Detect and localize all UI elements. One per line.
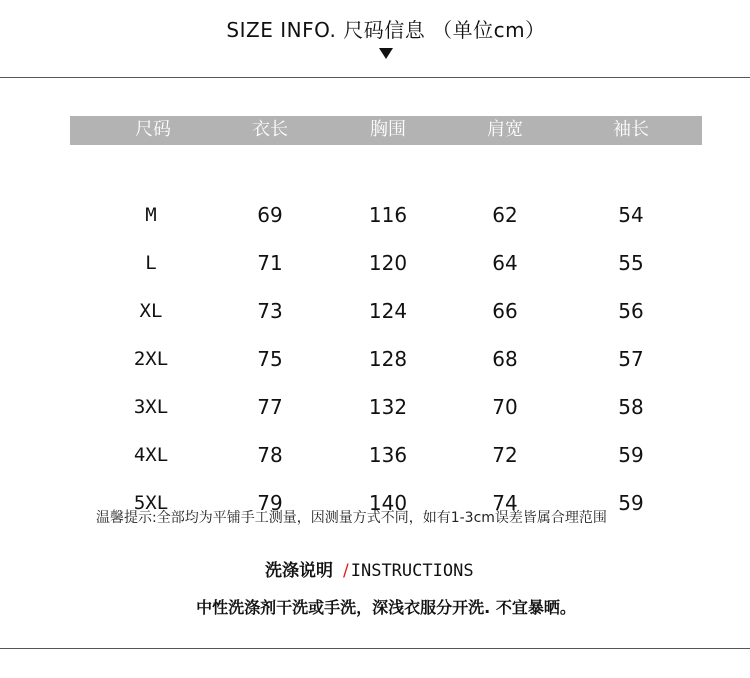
length-cell: 78 (257, 443, 283, 467)
table-row (70, 442, 702, 490)
down-arrow-icon (379, 48, 393, 59)
column-header-length: 衣长 (252, 119, 288, 140)
sleeve-cell: 58 (618, 395, 644, 419)
size-table-header (70, 116, 702, 145)
column-header-shoulder: 肩宽 (487, 119, 523, 140)
shoulder-cell: 68 (492, 347, 518, 371)
table-row (70, 250, 702, 298)
shoulder-cell: 74 (492, 491, 518, 515)
sleeve-cell: 55 (618, 251, 644, 275)
size-cell: 3XL (133, 396, 169, 418)
title-separator: / (343, 561, 349, 581)
length-cell: 75 (257, 347, 283, 371)
washing-title-en: INSTRUCTIONS (350, 561, 474, 581)
sleeve-cell: 57 (618, 347, 644, 371)
measurement-note: 温馨提示:全部均为平铺手工测量，因测量方式不同，如有1-3cm误差皆属合理范围 (96, 510, 607, 526)
chest-cell: 136 (368, 443, 408, 467)
sleeve-cell: 54 (618, 203, 644, 227)
shoulder-cell: 64 (492, 251, 518, 275)
shoulder-cell: 62 (492, 203, 518, 227)
length-cell: 71 (257, 251, 283, 275)
size-cell: L (145, 252, 157, 274)
size-cell: 2XL (133, 348, 169, 370)
chest-cell: 140 (368, 491, 408, 515)
shoulder-cell: 72 (492, 443, 518, 467)
bottom-divider (0, 648, 750, 649)
length-cell: 73 (257, 299, 283, 323)
column-header-sleeve: 袖长 (613, 119, 649, 140)
shoulder-cell: 70 (492, 395, 518, 419)
sleeve-cell: 59 (618, 491, 644, 515)
column-header-size: 尺码 (135, 119, 171, 140)
size-table (70, 116, 702, 515)
column-header-chest: 胸围 (370, 119, 406, 140)
size-cell: 5XL (133, 492, 169, 514)
washing-instructions-heading (265, 556, 474, 581)
size-table-body (70, 145, 702, 515)
chest-cell: 120 (368, 251, 408, 275)
length-cell: 69 (257, 203, 283, 227)
chest-cell: 132 (368, 395, 408, 419)
length-cell: 77 (257, 395, 283, 419)
size-cell: M (145, 204, 157, 226)
size-cell: 4XL (133, 444, 169, 466)
sleeve-cell: 56 (618, 299, 644, 323)
table-row (70, 298, 702, 346)
chest-cell: 128 (368, 347, 408, 371)
size-info-title: SIZE INFO. 尺码信息 （单位cm） (226, 18, 546, 42)
sleeve-cell: 59 (618, 443, 644, 467)
shoulder-cell: 66 (492, 299, 518, 323)
table-row (70, 394, 702, 442)
washing-instructions-text: 中性洗涤剂干洗或手洗，深浅衣服分开洗. 不宜暴晒。 (196, 598, 576, 617)
chest-cell: 124 (368, 299, 408, 323)
size-cell: XL (139, 300, 163, 322)
washing-title-cn: 洗涤说明 (265, 561, 333, 581)
top-divider (0, 77, 750, 78)
length-cell: 79 (257, 491, 283, 515)
table-row (70, 346, 702, 394)
table-row (70, 202, 702, 250)
chest-cell: 116 (368, 203, 408, 227)
